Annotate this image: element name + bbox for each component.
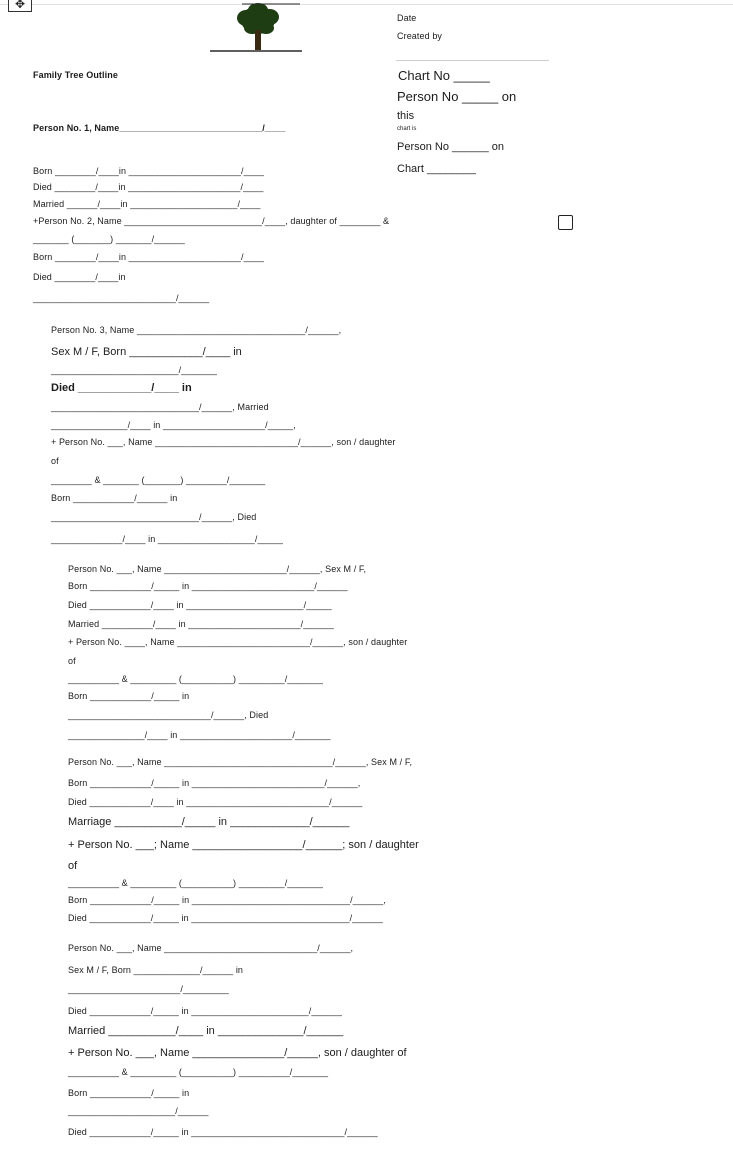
checkbox-icon[interactable]	[558, 215, 573, 230]
form-line: _____________________/______	[68, 1106, 209, 1116]
form-line: Sex M / F, Born ____________/____ in	[51, 346, 242, 358]
chart-ref-line: chart is	[397, 126, 417, 132]
tree-icon	[206, 0, 306, 54]
date-label: Date	[397, 13, 417, 23]
form-line: ________ & _______ (_______) ________/_______	[51, 475, 266, 485]
form-line: ______________/____ in ___________________/_____	[51, 534, 284, 544]
page-title: Family Tree Outline	[33, 70, 118, 80]
form-line: + Person No. ___, Name ____________________________/______, son / daughter	[51, 437, 396, 447]
form-line: Born ____________/_____ in ________________________/______	[68, 581, 348, 591]
form-line: Person No. 3, Name _________________________________/______,	[51, 325, 342, 335]
form-line: Born ____________/_____ in __________________________/______,	[68, 778, 361, 788]
form-line: Person No. ___, Name ______________________________/______,	[68, 943, 354, 953]
form-line: Died ____________/_____ in _______________________________/______	[68, 913, 383, 923]
form-line: Person No. ___, Name _________________________________/______, Sex M / F,	[68, 757, 413, 767]
form-line: _______________/____ in ____________________/_____,	[51, 420, 296, 430]
form-line: Died ____________/____ in _______________________/_____	[68, 600, 332, 610]
created-by-label: Created by	[397, 31, 443, 41]
form-line: Born ____________/______ in	[51, 493, 178, 503]
form-line: ____________________________/______	[33, 293, 210, 303]
form-line: Died ____________/_____ in _______________________/______	[68, 1006, 342, 1016]
form-line: of	[68, 656, 76, 666]
form-line: Person No. ___, Name ________________________/______, Sex M / F,	[68, 564, 367, 574]
form-line: Died ________/____in ______________________/____	[33, 182, 264, 192]
chart-ref-line: Chart ________	[397, 163, 476, 175]
form-line: + Person No. ____, Name __________________________/______, son / daughter	[68, 637, 408, 647]
tree-trunk	[255, 30, 261, 50]
form-line: _______________/____ in ______________________/_______	[68, 730, 331, 740]
form-line: _____________________________/______, Died	[51, 512, 257, 522]
form-line: _______ (_______) _______/______	[33, 234, 185, 244]
chart-ref-line: this	[397, 110, 415, 122]
form-line: __________ & _________ (__________) __________/_______	[68, 1067, 329, 1077]
form-line: Born ________/____in ______________________/____	[33, 252, 265, 262]
form-line: of	[51, 456, 59, 466]
form-line: Married __________/____ in ______________________/______	[68, 619, 334, 629]
header-divider	[396, 60, 549, 61]
tree-foliage	[237, 3, 279, 34]
chart-ref-line: Person No ______ on	[397, 141, 505, 153]
chart-ref-line: Chart No _____	[398, 68, 490, 83]
form-line: _________________________/_______	[51, 365, 217, 375]
form-line: _____________________________/______, Married	[51, 402, 269, 412]
form-line: Born ____________/_____ in _______________________________/______,	[68, 895, 386, 905]
move-handle-icon[interactable]: ✥	[8, 0, 32, 12]
top-border	[0, 0, 733, 5]
form-line: Person No. 1, Name____________________________/____	[33, 123, 286, 133]
form-line: __________ & _________ (__________) _________/_______	[68, 878, 324, 888]
form-line: Died ____________/____ in	[51, 382, 192, 394]
form-line: Born ____________/_____ in	[68, 1088, 190, 1098]
form-line: of	[68, 860, 78, 872]
form-line: +Person No. 2, Name ___________________________/____, daughter of ________ &	[33, 216, 390, 226]
form-line: Sex M / F, Born _____________/______ in	[68, 965, 244, 975]
form-line: + Person No. ___, Name _______________/_____, son / daughter of	[68, 1047, 407, 1059]
form-line: Married ______/____in _____________________/____	[33, 199, 261, 209]
form-line: ______________________/_________	[68, 984, 229, 994]
form-line: ____________________________/______, Died	[68, 710, 269, 720]
form-line: Died ________/____in	[33, 272, 126, 282]
form-line: Died ____________/____ in ____________________________/______	[68, 797, 363, 807]
form-line: Married ___________/____ in ______________/______	[68, 1025, 344, 1037]
form-line: Born ________/____in ______________________/____	[33, 166, 265, 176]
form-line: Born ____________/_____ in	[68, 691, 190, 701]
form-line: __________ & _________ (__________) _________/_______	[68, 674, 324, 684]
form-line: + Person No. ___; Name __________________/______; son / daughter	[68, 839, 419, 851]
chart-ref-line: Person No _____ on	[397, 89, 517, 104]
form-line: Marriage ___________/_____ in _____________/______	[68, 816, 350, 828]
form-line: Died ____________/_____ in ______________________________/______	[68, 1127, 378, 1137]
